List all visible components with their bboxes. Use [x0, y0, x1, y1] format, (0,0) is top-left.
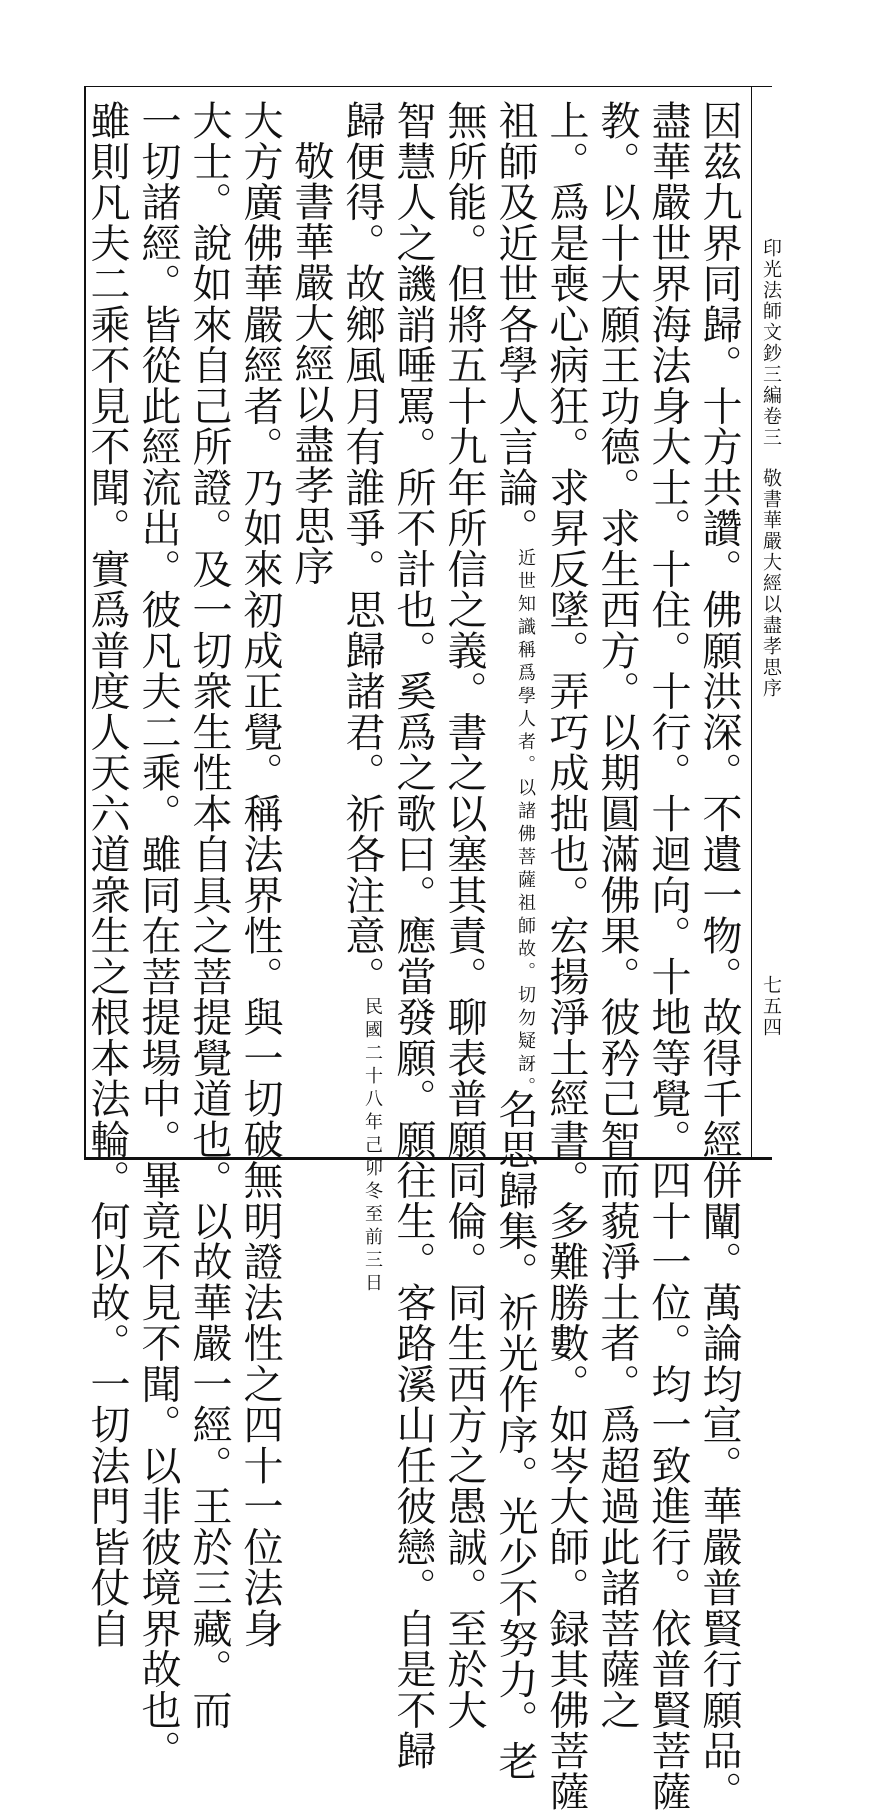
- text-column: 上。爲是喪心病狂。求昇反墜。弄巧成拙也。宏揚淨土經書。多難勝數。如岑大師。録其佛菩薩: [543, 100, 589, 1812]
- margin-rule: [751, 86, 752, 1160]
- text-column: 大士。說如來自己所證。及一切衆生性本自具之菩提覺道也。以故華嚴一經。王於三藏。而: [186, 100, 232, 1730]
- text-segment: 祖師及近世各學人言論。: [492, 100, 538, 549]
- annotation-note: 民國二十八年己卯冬至前三日: [362, 996, 383, 1296]
- text-column: 大方廣佛華嚴經者。乃如來初成正覺。稱法界性。與一切破無明證法性之四十一位法身: [237, 100, 283, 1649]
- text-column: 智慧人之譏誚唾罵。所不計也。奚爲之歌曰。應當發願。願往生。客路溪山任彼戀。自是不歸: [390, 100, 436, 1771]
- text-column: 因茲九界同歸。十方共讚。佛願洪深。不遺一物。故得千經併闡。萬論均宣。華嚴普賢行願品。: [696, 100, 742, 1812]
- text-segment: 名思歸集。祈光作序。光少不努力。老: [492, 1088, 538, 1781]
- annotation-note: 近世知識稱爲學人者。以諸佛菩薩祖師故。切勿疑訝。: [515, 548, 536, 1101]
- text-column: [492, 100, 538, 1781]
- text-column: 盡華嚴世界海法身大士。十住。十行。十迴向。十地等覺。四十一位。均一致進行。依普賢菩薩: [645, 100, 691, 1812]
- header-section-title: 敬書華嚴大經以盡孝思序: [760, 468, 782, 699]
- text-column: 教。以十大願王功德。求生西方。以期圓滿佛果。彼矜己智而藐淨土者。爲超過此諸菩薩之: [594, 100, 640, 1730]
- text-column: 無所能。但將五十九年所信之義。書之以塞其責。聊表普願同倫。同生西方之愚誠。至於大: [441, 100, 487, 1730]
- text-column: [339, 100, 385, 1537]
- header-page-number: 七五四: [760, 975, 782, 1038]
- text-column: 一切諸經。皆從此經流出。彼凡夫二乘。雖同在菩提場中。畢竟不見不聞。以非彼境界故也。: [135, 100, 181, 1771]
- header-book-title: 印光法師文鈔三編卷三: [760, 238, 782, 448]
- section-title: 敬書華嚴大經以盡孝思序: [288, 100, 334, 586]
- text-column: 雖則凡夫二乘不見不聞。實爲普度人天六道衆生之根本法輪。何以故。一切法門皆仗自: [84, 100, 130, 1649]
- text-segment: 歸便得。故鄉風月有誰爭。思歸諸君。祈各注意。: [339, 100, 385, 997]
